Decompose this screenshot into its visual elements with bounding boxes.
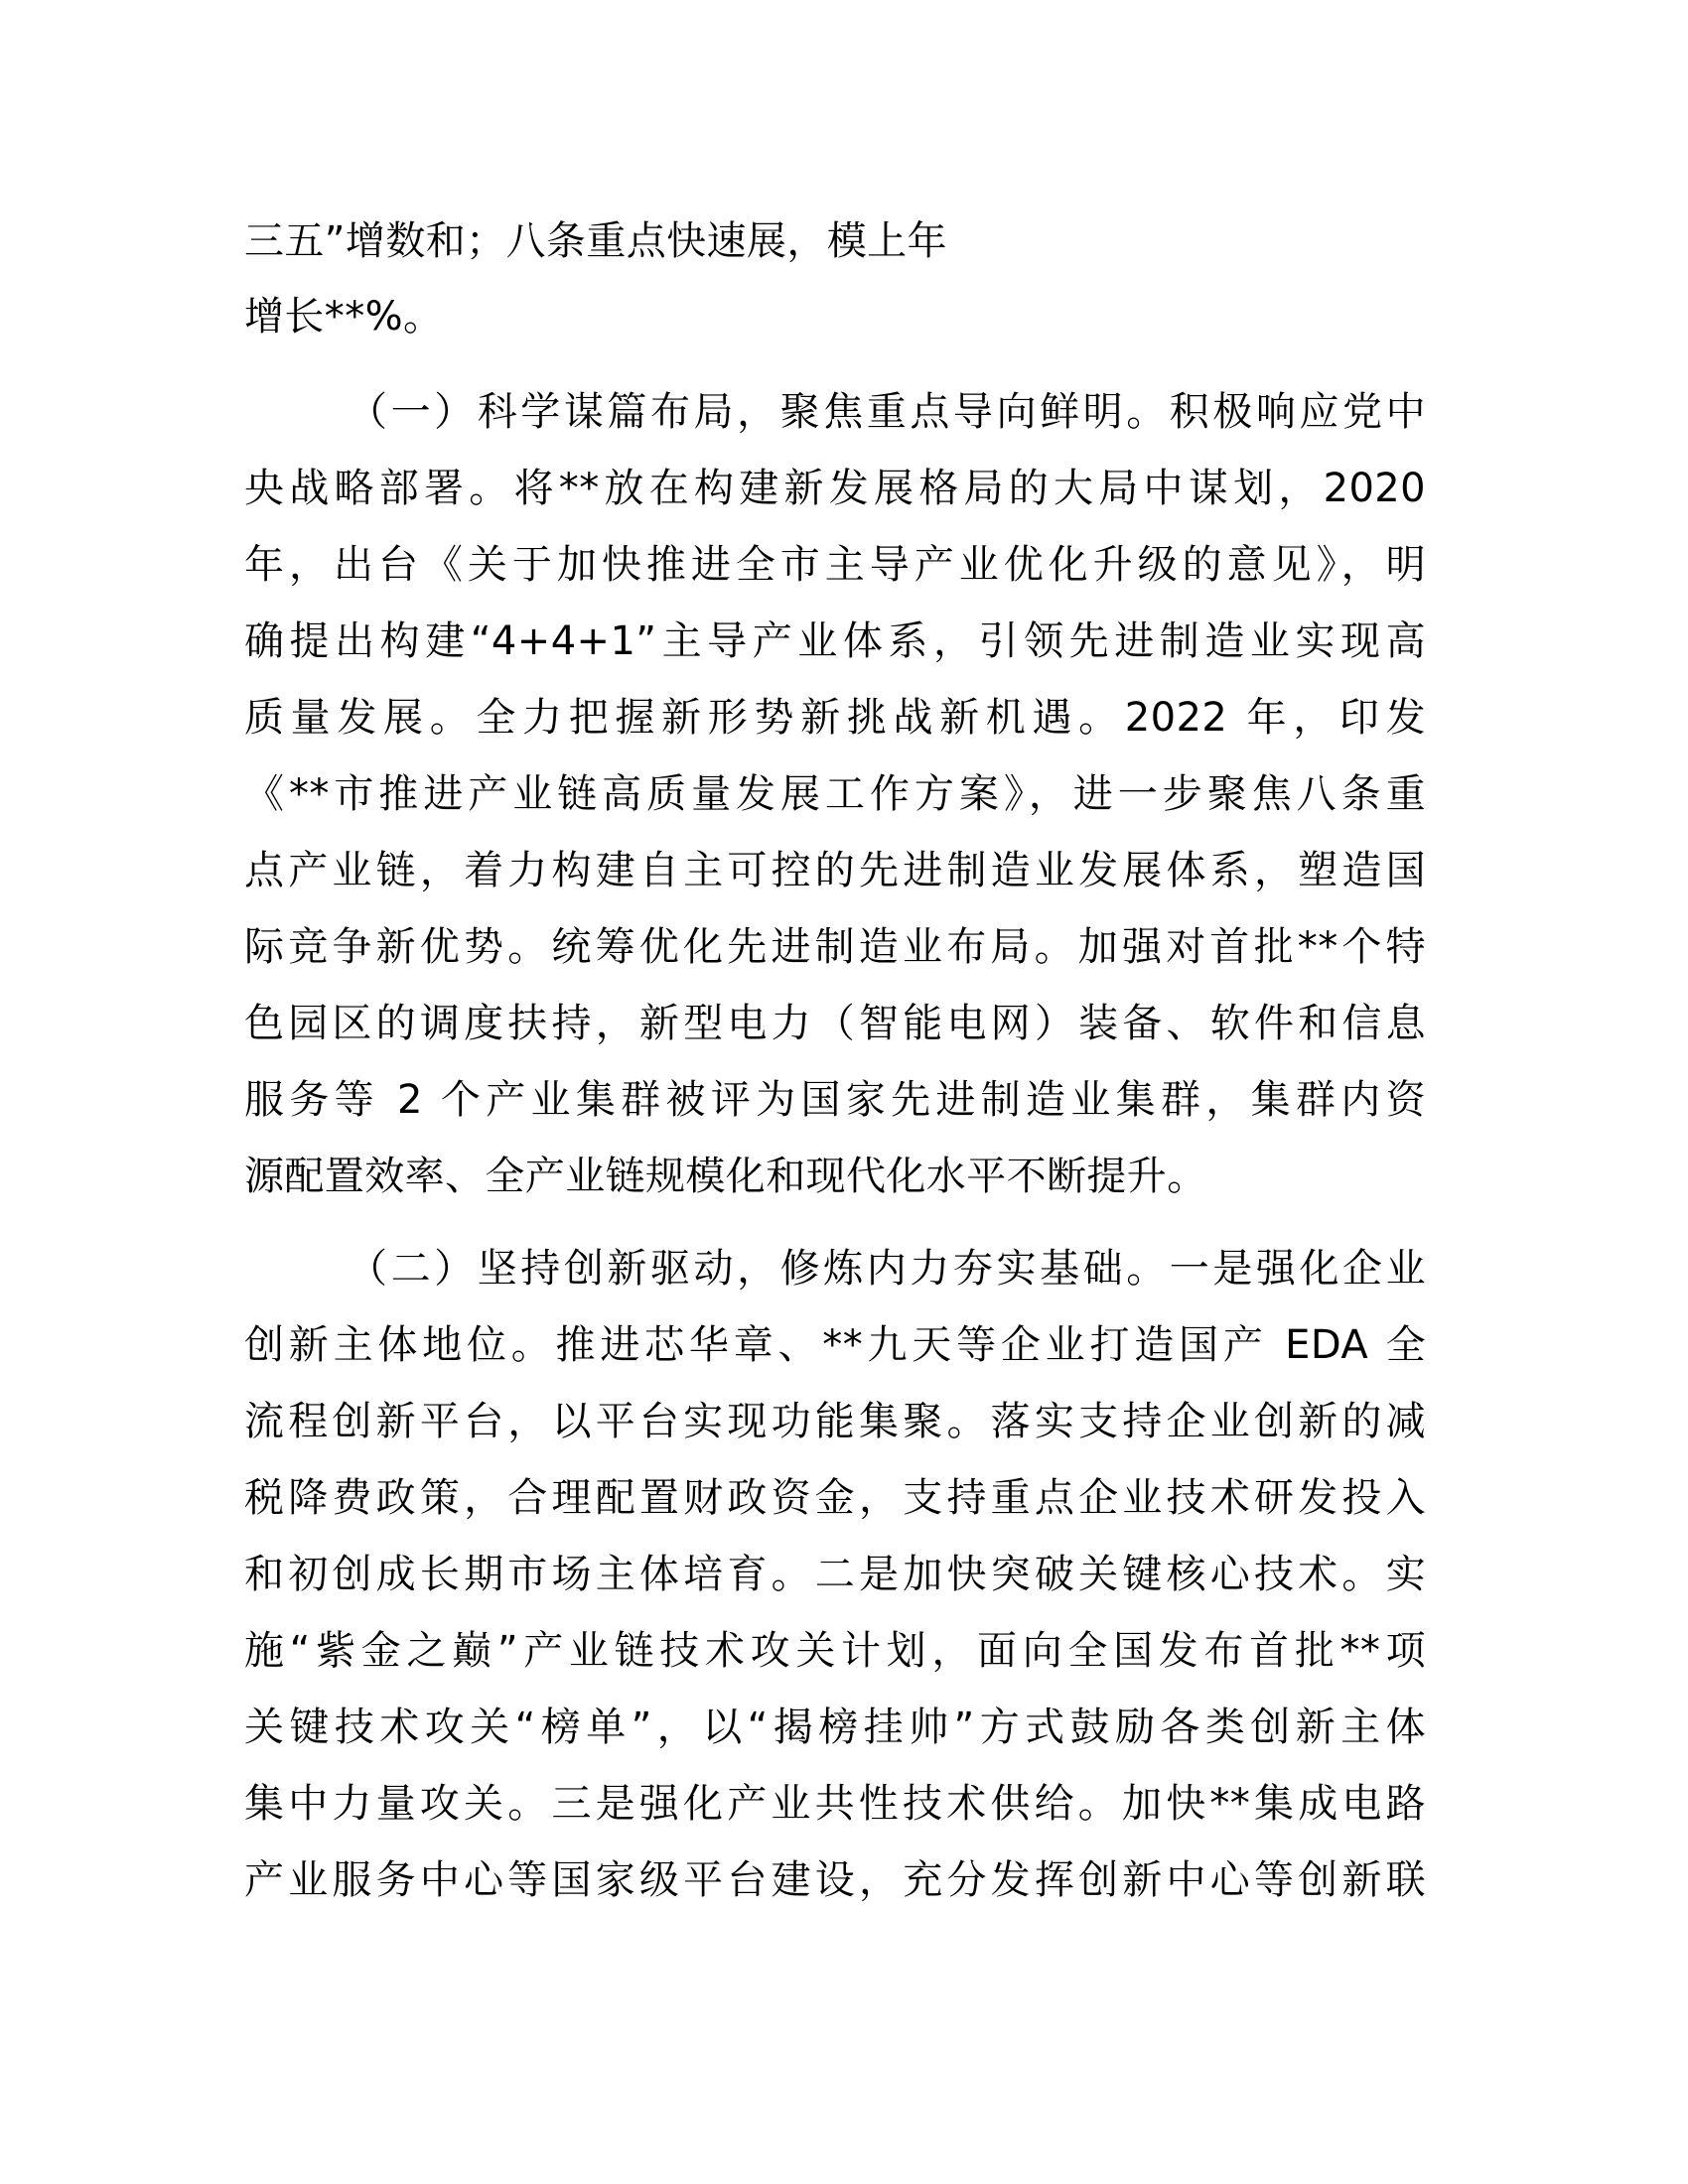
paragraph-1-line: 际竞争新优势。统筹优化先进制造业布局。加强对首批**个特 xyxy=(244,924,1426,970)
paragraph-1-line: 《**市推进产业链高质量发展工作方案》，进一步聚焦八条重 xyxy=(244,771,1426,817)
fragment-line: 三五”增数和；八条重点快速展，模上年 xyxy=(244,218,947,264)
paragraph-1-line: 服务等 2 个产业集群被评为国家先进制造业集群，集群内资 xyxy=(244,1077,1426,1123)
fragment-line: 增长**%。 xyxy=(244,294,444,340)
paragraph-1-line: 年，出台《关于加快推进全市主导产业优化升级的意见》，明 xyxy=(244,542,1426,588)
paragraph-2-line: 创新主体地位。推进芯华章、**九天等企业打造国产 EDA 全 xyxy=(244,1322,1426,1368)
paragraph-2-line: 和初创成长期市场主体培育。二是加快突破关键核心技术。实 xyxy=(244,1552,1426,1597)
paragraph-2-line: 关键技术攻关“榜单”，以“揭榜挂帅”方式鼓励各类创新主体 xyxy=(244,1705,1426,1750)
paragraph-1-line: （一）科学谋篇布局，聚焦重点导向鲜明。积极响应党中 xyxy=(348,389,1426,435)
paragraph-2-line: 税降费政策，合理配置财政资金，支持重点企业技术研发投入 xyxy=(244,1475,1426,1521)
paragraph-1-line: 点产业链，着力构建自主可控的先进制造业发展体系，塑造国 xyxy=(244,848,1426,893)
paragraph-2-line: （二）坚持创新驱动，修炼内力夯实基础。一是强化企业 xyxy=(348,1246,1426,1292)
paragraph-1-line: 源配置效率、全产业链规模化和现代化水平不断提升。 xyxy=(244,1154,1207,1199)
paragraph-1-line: 质量发展。全力把握新形势新挑战新机遇。2022 年，印发 xyxy=(244,695,1426,741)
paragraph-2-line: 产业服务中心等国家级平台建设，充分发挥创新中心等创新联 xyxy=(244,1857,1426,1903)
paragraph-2-line: 集中力量攻关。三是强化产业共性技术供给。加快**集成电路 xyxy=(244,1781,1426,1827)
paragraph-2-line: 流程创新平台，以平台实现功能集聚。落实支持企业创新的减 xyxy=(244,1399,1426,1444)
paragraph-1-line: 确提出构建“4+4+1”主导产业体系，引领先进制造业实现高 xyxy=(244,618,1426,664)
paragraph-1-line: 央战略部署。将**放在构建新发展格局的大局中谋划，2020 xyxy=(244,466,1426,511)
paragraph-2-line: 施“紫金之巅”产业链技术攻关计划，面向全国发布首批**项 xyxy=(244,1628,1426,1674)
paragraph-1-line: 色园区的调度扶持，新型电力（智能电网）装备、软件和信息 xyxy=(244,1001,1426,1046)
